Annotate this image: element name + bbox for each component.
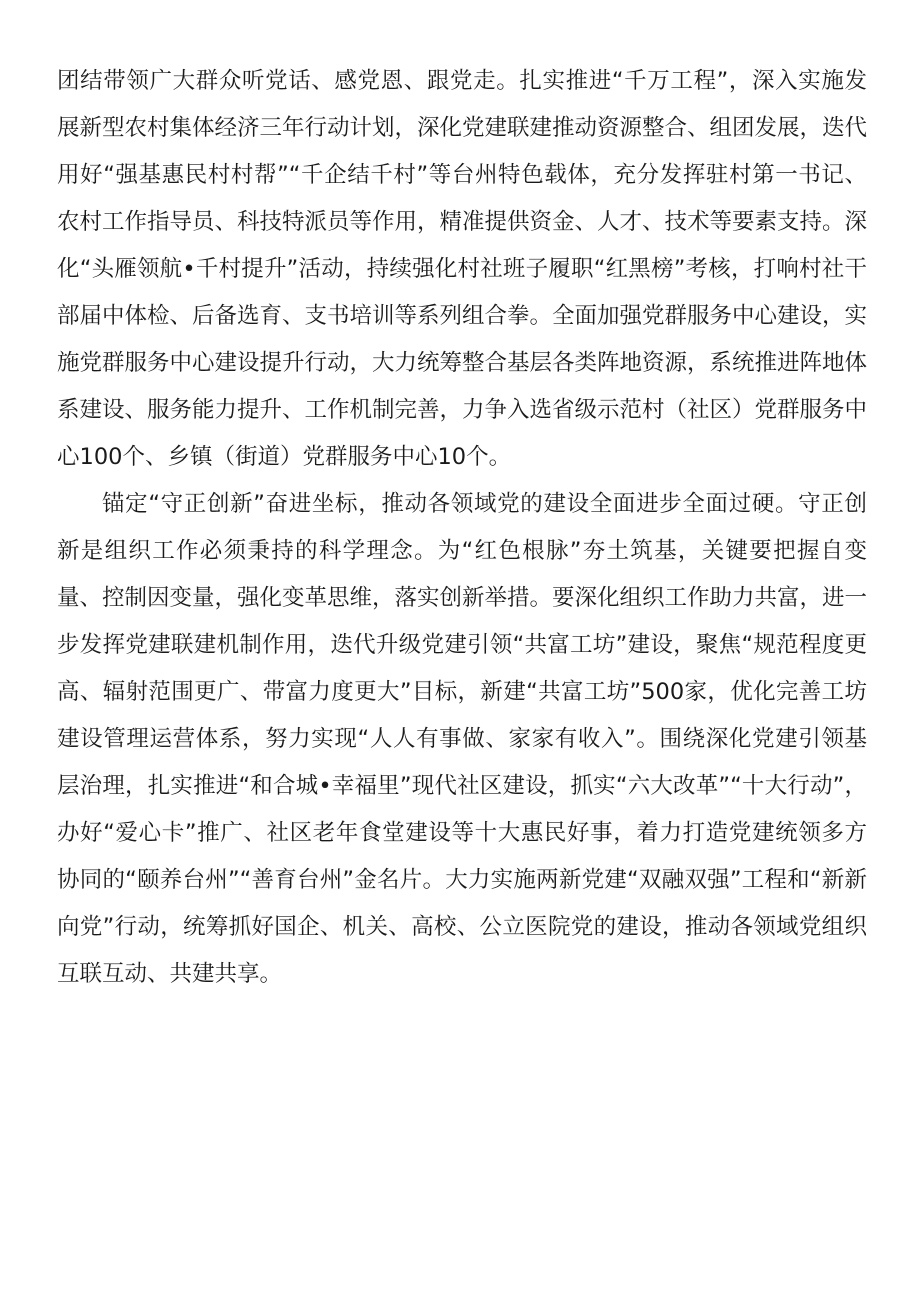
paragraph-1: 团结带领广大群众听党话、感党恩、跟党走。扎实推进“千万工程”，深入实施发展新型农村集体经济三年行动计划，深化党建联建推动资源整合、组团发展，迭代用好“强基惠民村村帮”“千企结千村”等台州特色载体，充分发挥驻村第一书记、农村工作指导员、科技特派员等作用，精准提供资金、人才、技术等要素支持。深化“头雁领航•千村提升”活动，持续强化村社班子履职“红黑榜”考核，打响村社干部届中体检、后备选育、支书培训等系列组合拳。全面加强党群服务中心建设，实施党群服务中心建设提升行动，大力统筹整合基层各类阵地资源，系统推进阵地体系建设、服务能力提升、工作机制完善，力争入选省级示范村（社区）党群服务中心100个、乡镇（街道）党群服务中心10个。: [57, 68, 868, 470]
document-body: [57, 58, 867, 998]
paragraph-2: 锚定“守正创新”奋进坐标，推动各领域党的建设全面进步全面过硬。守正创新是组织工作必须秉持的科学理念。为“红色根脉”夯土筑基，关键要把握自变量、控制因变量，强化变革思维，落实创新举措。要深化组织工作助力共富，进一步发挥党建联建机制作用，迭代升级党建引领“共富工坊”建设，聚焦“规范程度更高、辐射范围更广、带富力度更大”目标，新建“共富工坊”500家，优化完善工坊建设管理运营体系，努力实现“人人有事做、家家有收入”。围绕深化党建引领基层治理，扎实推进“和合城•幸福里”现代社区建设，抓实“六大改革”“十大行动”，办好“爱心卡”推广、社区老年食堂建设等十大惠民好事，着力打造党建统领多方协同的“颐养台州”“善育台州”金名片。大力实施两新党建“双融双强”工程和“新新向党”行动，统筹抓好国企、机关、高校、公立医院党的建设，推动各领域党组织互联互动、共建共享。: [57, 491, 868, 987]
